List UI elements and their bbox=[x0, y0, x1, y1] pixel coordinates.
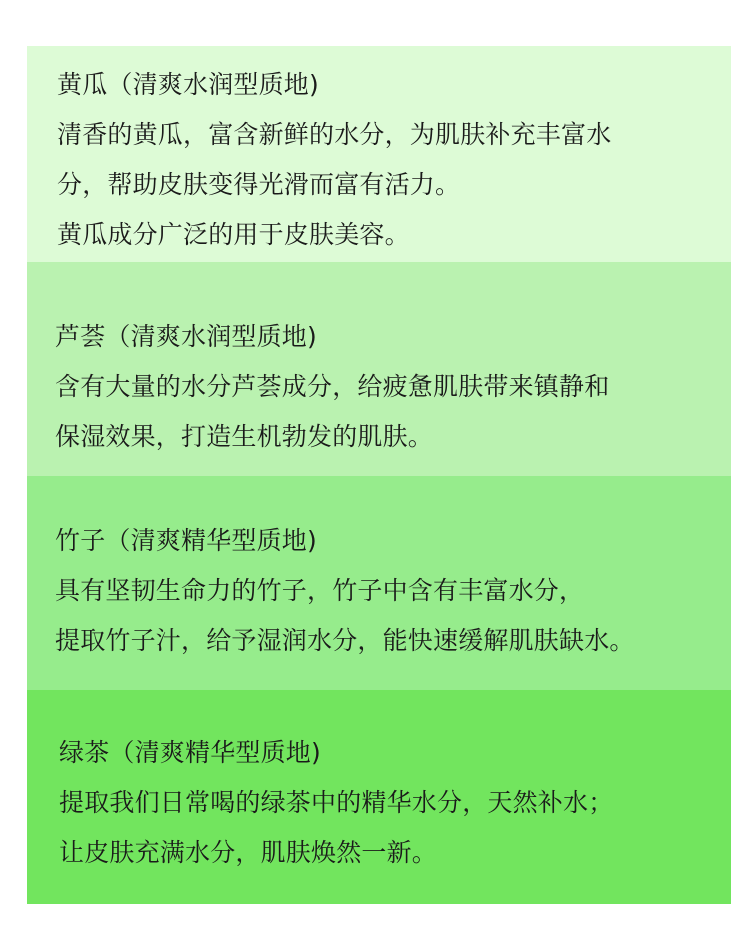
section-title: 黄瓜（清爽水润型质地) bbox=[57, 70, 319, 99]
section-text-line: 分，帮助皮肤变得光滑而富有活力。 bbox=[57, 170, 461, 199]
aloe-section bbox=[27, 262, 731, 476]
section-text-line: 具有坚韧生命力的竹子，竹子中含有丰富水分， bbox=[55, 576, 585, 605]
section-title: 芦荟（清爽水润型质地) bbox=[55, 322, 317, 351]
section-title: 竹子（清爽精华型质地) bbox=[55, 526, 317, 555]
section-text-line: 提取我们日常喝的绿茶中的精华水分，天然补水； bbox=[59, 788, 614, 817]
section-text-line: 清香的黄瓜，富含新鲜的水分，为肌肤补充丰富水 bbox=[57, 120, 612, 149]
cucumber-section bbox=[27, 46, 731, 262]
section-title: 绿茶（清爽精华型质地) bbox=[59, 738, 321, 767]
green-tea-section bbox=[27, 690, 731, 904]
section-text-line: 保湿效果，打造生机勃发的肌肤。 bbox=[55, 422, 434, 451]
section-text-line: 黄瓜成分广泛的用于皮肤美容。 bbox=[57, 220, 410, 249]
bamboo-section bbox=[27, 476, 731, 690]
section-text-line: 含有大量的水分芦荟成分，给疲惫肌肤带来镇静和 bbox=[55, 372, 610, 401]
section-text-line: 让皮肤充满水分，肌肤焕然一新。 bbox=[59, 838, 438, 867]
section-text-line: 提取竹子汁，给予湿润水分，能快速缓解肌肤缺水。 bbox=[55, 626, 635, 655]
